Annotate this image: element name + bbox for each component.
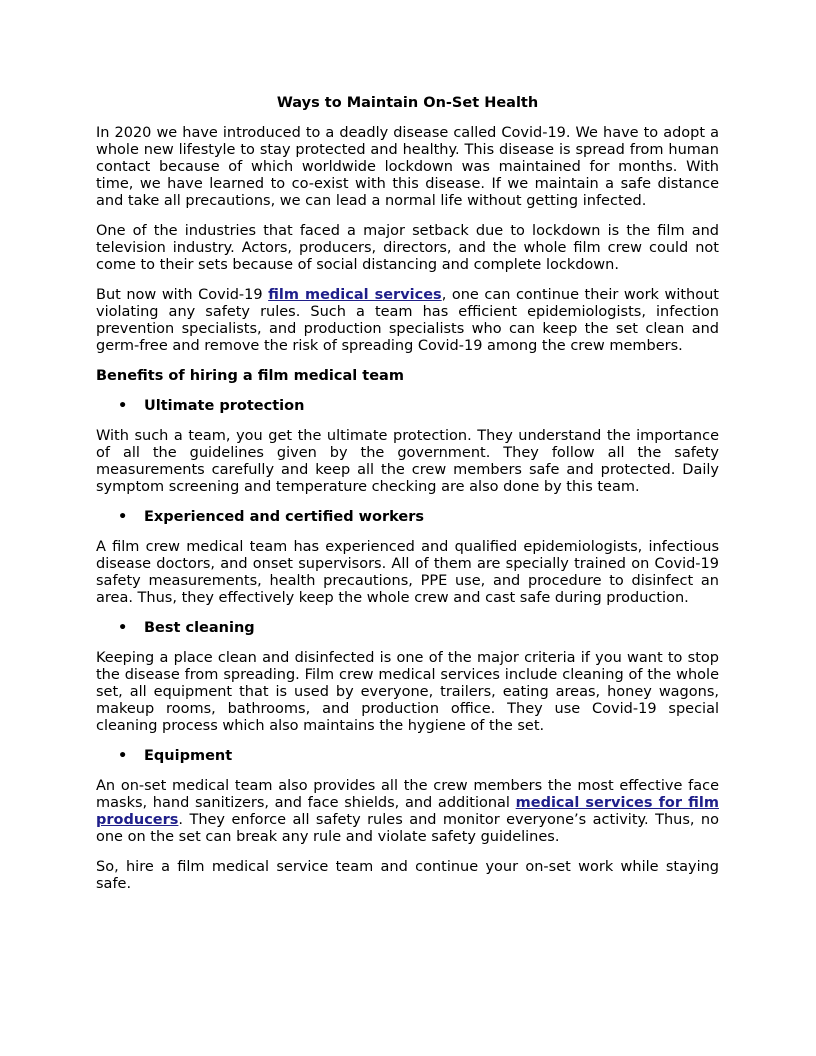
bullet-label: Equipment — [144, 748, 233, 764]
services-paragraph — [96, 287, 719, 355]
bullet-label: Best cleaning — [144, 620, 255, 636]
industry-paragraph: One of the industries that faced a major setback due to lockdown is the film and television industry. Actors, producers, directors, and the whole film crew could not come to their sets because of social distancing and complete lockdown. — [96, 223, 719, 273]
protection-paragraph: With such a team, you get the ultimate protection. They understand the importance of all the guidelines given by the government. They follow all the safety measurements carefully and keep all the crew members safe and protected. Daily symptom screening and temperature checking are also done by this team. — [96, 428, 719, 495]
services-text-after: , one can continue their work without violating any safety rules. Such a team has efficient epidemiologists, infection prevention specialists, and production specialists who can keep the set clean and germ-free and remove the risk of spreading Covid-19 among the crew members. — [96, 287, 719, 354]
bullet-best-cleaning — [96, 620, 719, 637]
bullet-experienced-workers — [96, 509, 719, 526]
closing-paragraph: So, hire a film medical service team and continue your on-set work while staying safe. — [96, 859, 719, 892]
bullet-label: Experienced and certified workers — [144, 509, 425, 525]
document-body — [96, 95, 719, 906]
bullet-icon: • — [118, 620, 128, 636]
document-title: Ways to Maintain On-Set Health — [276, 95, 539, 111]
equipment-paragraph — [96, 778, 719, 846]
bullet-icon: • — [118, 509, 128, 525]
bullet-icon: • — [118, 398, 128, 414]
bullet-equipment — [96, 748, 719, 765]
equipment-text-after: . They enforce all safety rules and monitor everyone’s activity. Thus, no one on the set can break any rule and violate safety guidelines. — [96, 812, 719, 845]
benefits-heading: Benefits of hiring a film medical team — [96, 368, 404, 384]
workers-paragraph: A film crew medical team has experienced and qualified epidemiologists, infectious disease doctors, and onset supervisors. All of them are specially trained on Covid-19 safety measurements, health precautions, PPE use, and procedure to disinfect an area. Thus, they effectively keep the whole crew and cast safe during production. — [96, 539, 719, 606]
bullet-ultimate-protection — [96, 398, 719, 415]
bullet-icon: • — [118, 748, 128, 764]
bullet-label: Ultimate protection — [144, 398, 305, 414]
equipment-text-before: An on-set medical team also provides all the crew members the most effective face masks, hand sanitizers, and face shields, and additional — [96, 778, 719, 811]
film-medical-services-link[interactable]: film medical services — [268, 287, 442, 303]
medical-services-for-film-producers-link[interactable]: medical services for film producers — [96, 795, 719, 828]
intro-paragraph: In 2020 we have introduced to a deadly disease called Covid-19. We have to adopt a whole new lifestyle to stay protected and healthy. This disease is spread from human contact because of which worldwide lockdown was maintained for months. With time, we have learned to co-exist with this disease. If we maintain a safe distance and take all precautions, we can lead a normal life without getting infected. — [96, 125, 719, 209]
cleaning-paragraph: Keeping a place clean and disinfected is one of the major criteria if you want to stop the disease from spreading. Film crew medical services include cleaning of the whole set, all equipment that is used by everyone, trailers, eating areas, honey wagons, makeup rooms, bathrooms, and production office. They use Covid-19 special cleaning process which also maintains the hygiene of the set. — [96, 650, 719, 734]
services-text-before: But now with Covid-19 — [96, 287, 269, 303]
